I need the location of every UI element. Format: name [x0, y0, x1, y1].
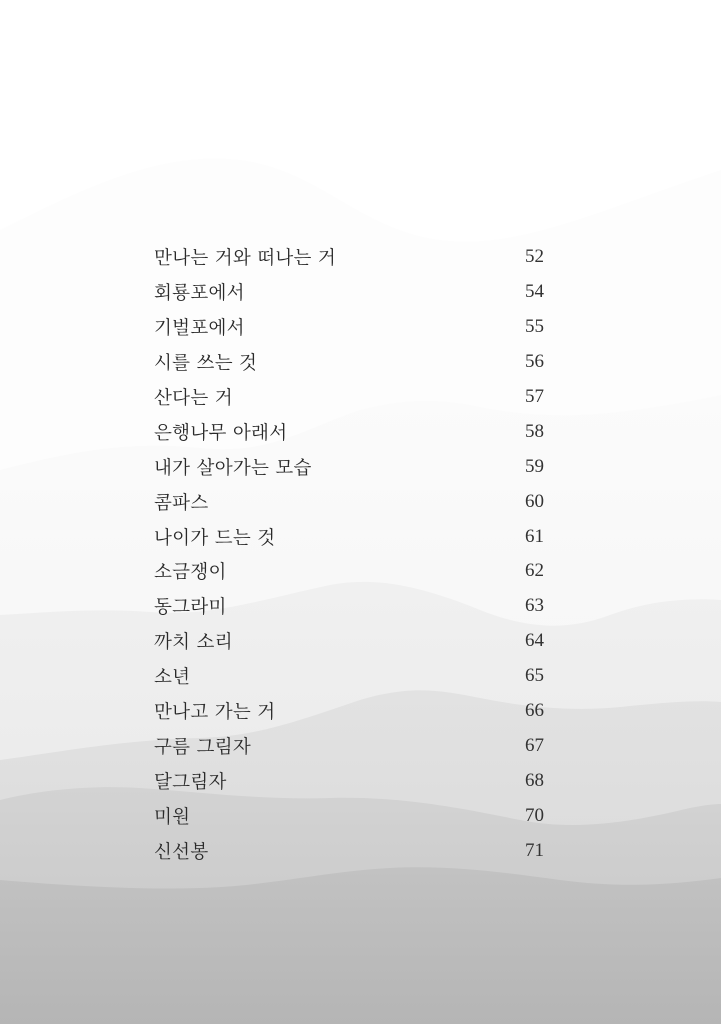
toc-entry[interactable] [154, 694, 544, 729]
toc-entry-title: 미원 [154, 806, 191, 828]
toc-entry-page: 65 [525, 665, 544, 687]
mountain-layer-5 [0, 867, 721, 1024]
toc-entry-page: 71 [525, 839, 544, 861]
toc-entry[interactable] [154, 554, 544, 589]
toc-entry-page: 67 [525, 734, 544, 756]
toc-entry-title: 신선봉 [154, 841, 209, 863]
toc-entry[interactable] [154, 414, 544, 449]
toc-entry[interactable] [154, 798, 544, 833]
toc-entry-page: 57 [525, 386, 544, 407]
toc-entry-title: 은행나무 아래서 [154, 422, 288, 444]
toc-entry-title: 나이가 드는 것 [154, 527, 276, 549]
toc-entry[interactable] [154, 345, 544, 380]
toc-entry-page: 68 [525, 769, 544, 791]
toc-entry-page: 70 [525, 804, 544, 826]
toc-entry-page: 64 [525, 630, 544, 652]
toc-entry-title: 회룡포에서 [154, 283, 245, 305]
toc-entry-title: 만나는 거와 떠나는 거 [154, 248, 337, 270]
toc-entry[interactable] [154, 380, 544, 415]
toc-entry-title: 산다는 거 [154, 388, 233, 409]
toc-entry[interactable] [154, 449, 544, 484]
toc-entry[interactable] [154, 728, 544, 763]
toc-entry-title: 시를 쓰는 것 [154, 353, 258, 375]
toc-entry[interactable] [154, 624, 544, 659]
toc-entry-page: 62 [525, 560, 544, 582]
toc-entry[interactable] [154, 240, 544, 275]
table-of-contents [154, 240, 544, 868]
toc-entry-page: 56 [525, 351, 544, 373]
toc-entry-title: 달그림자 [154, 771, 227, 793]
toc-entry[interactable] [154, 763, 544, 798]
toc-entry-page: 58 [525, 420, 544, 442]
toc-entry-title: 까치 소리 [154, 632, 233, 654]
toc-entry-page: 52 [525, 246, 544, 268]
toc-entry-title: 내가 살아가는 모습 [154, 457, 312, 479]
toc-entry[interactable] [154, 833, 544, 868]
toc-entry-page: 55 [525, 316, 544, 338]
toc-entry-page: 61 [525, 525, 544, 547]
toc-entry[interactable] [154, 275, 544, 310]
toc-entry[interactable] [154, 484, 544, 519]
toc-entry-title: 동그라미 [154, 597, 227, 619]
toc-entry-title: 기벌포에서 [154, 318, 245, 340]
toc-entry-page: 66 [525, 700, 544, 722]
toc-entry-title: 소년 [154, 667, 191, 689]
toc-entry[interactable] [154, 659, 544, 694]
toc-entry-page: 60 [525, 490, 544, 512]
toc-entry-page: 59 [525, 455, 544, 477]
toc-entry[interactable] [154, 589, 544, 624]
toc-entry-title: 만나고 가는 거 [154, 702, 276, 724]
toc-entry-title: 소금쟁이 [154, 562, 227, 584]
toc-entry[interactable] [154, 310, 544, 345]
toc-entry-page: 54 [525, 281, 544, 303]
toc-entry-title: 콤파스 [154, 492, 209, 514]
toc-entry-page: 63 [525, 595, 544, 617]
toc-entry-title: 구름 그림자 [154, 736, 252, 758]
toc-entry[interactable] [154, 519, 544, 554]
